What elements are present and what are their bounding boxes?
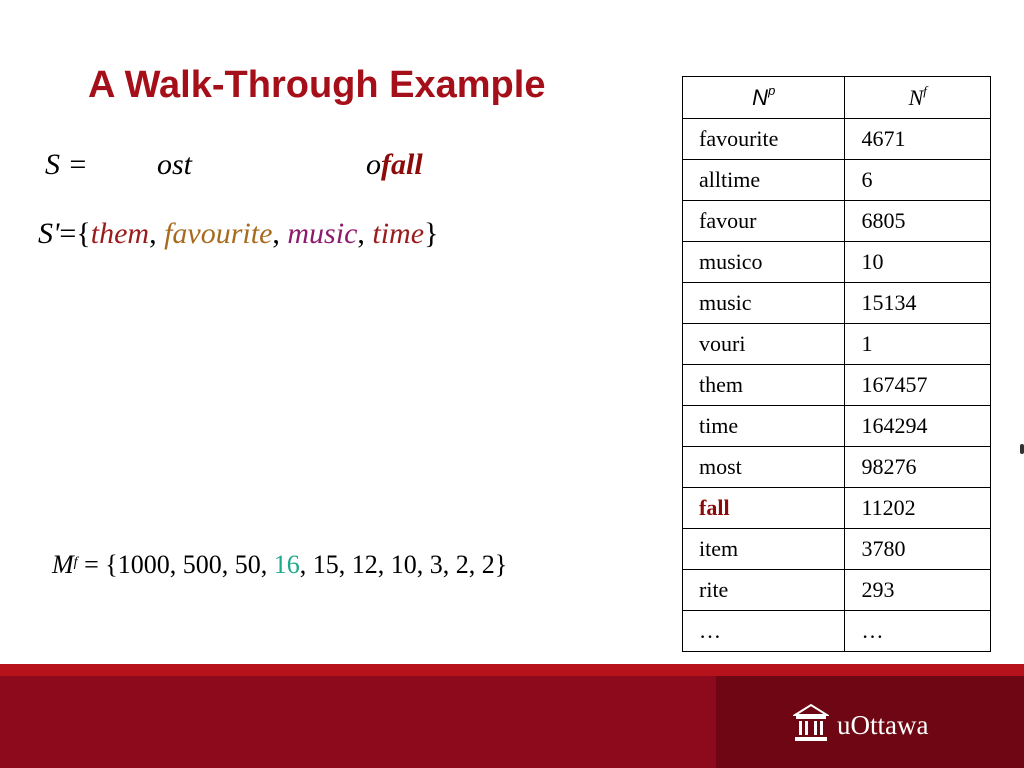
s-prime-separator: , — [357, 217, 373, 250]
frequency-cell: 4671 — [845, 119, 991, 160]
word-cell: time — [683, 406, 845, 447]
s-prime-open: ={ — [59, 217, 91, 250]
frequency-cell: 6805 — [845, 201, 991, 242]
table-row — [683, 570, 991, 611]
s-prime-word: them — [90, 217, 150, 250]
s-prime-set — [38, 216, 438, 252]
s-prime-word: time — [372, 217, 425, 250]
s-fragment-ost: ost — [157, 148, 193, 181]
table-row — [683, 160, 991, 201]
frequency-cell: 11202 — [845, 488, 991, 529]
frequency-cell: 167457 — [845, 365, 991, 406]
word-cell: music — [683, 283, 845, 324]
s-prime-separator: , — [272, 217, 288, 250]
s-prime-separator: , — [149, 217, 165, 250]
table-row — [683, 406, 991, 447]
table-row — [683, 611, 991, 652]
s-prime-label: S' — [38, 217, 60, 250]
table-row — [683, 324, 991, 365]
mf-open: = { — [77, 550, 118, 579]
table-row — [683, 488, 991, 529]
s-fragment-ofall — [366, 147, 423, 183]
table-header-row — [683, 77, 991, 119]
table-row — [683, 447, 991, 488]
footer-top-stripe — [0, 664, 1024, 676]
word-cell: vouri — [683, 324, 845, 365]
mf-set — [52, 548, 507, 582]
frequency-cell: 1 — [845, 324, 991, 365]
frequency-cell: … — [845, 611, 991, 652]
mf-values-after: , 15, 12, 10, 3, 2, 2} — [299, 550, 508, 579]
word-cell: musico — [683, 242, 845, 283]
frequency-cell: 3780 — [845, 529, 991, 570]
s-fragment-prefix: o — [366, 148, 381, 181]
table-row — [683, 365, 991, 406]
uottawa-logo-text: uOttawa — [837, 709, 929, 740]
mf-highlight-value: 16 — [273, 550, 300, 579]
s-fragment-highlight: fall — [381, 148, 423, 181]
slide-title: A Walk-Through Example — [88, 64, 546, 106]
frequency-cell: 293 — [845, 570, 991, 611]
word-cell: … — [683, 611, 845, 652]
word-cell: favourite — [683, 119, 845, 160]
word-cell: fall — [683, 488, 845, 529]
table-row — [683, 283, 991, 324]
word-cell: favour — [683, 201, 845, 242]
frequency-cell: 164294 — [845, 406, 991, 447]
frequency-cell: 10 — [845, 242, 991, 283]
table-row — [683, 242, 991, 283]
frequency-cell: 6 — [845, 160, 991, 201]
footer-main-band — [0, 676, 716, 768]
frequency-table — [682, 76, 991, 652]
mf-superscript: f — [73, 555, 78, 570]
s-label: S = — [45, 148, 88, 181]
table-row — [683, 201, 991, 242]
edge-mark — [1020, 444, 1024, 454]
word-cell: item — [683, 529, 845, 570]
s-prime-word: favourite — [164, 217, 273, 250]
mf-values-before: 1000, 500, 50, — [117, 550, 274, 579]
word-cell: alltime — [683, 160, 845, 201]
s-prime-word: music — [287, 217, 358, 250]
word-cell: them — [683, 365, 845, 406]
uottawa-building-icon — [793, 703, 829, 748]
word-cell: most — [683, 447, 845, 488]
header-np: $N^p$ — [683, 77, 845, 119]
s-prime-words — [91, 217, 424, 250]
header-nf: $N^f$ — [845, 77, 991, 119]
mf-label: M — [52, 550, 74, 579]
table-row — [683, 529, 991, 570]
frequency-cell: 15134 — [845, 283, 991, 324]
s-prime-close: } — [424, 217, 439, 250]
uottawa-logo — [793, 705, 928, 745]
table-row — [683, 119, 991, 160]
word-cell: rite — [683, 570, 845, 611]
frequency-cell: 98276 — [845, 447, 991, 488]
